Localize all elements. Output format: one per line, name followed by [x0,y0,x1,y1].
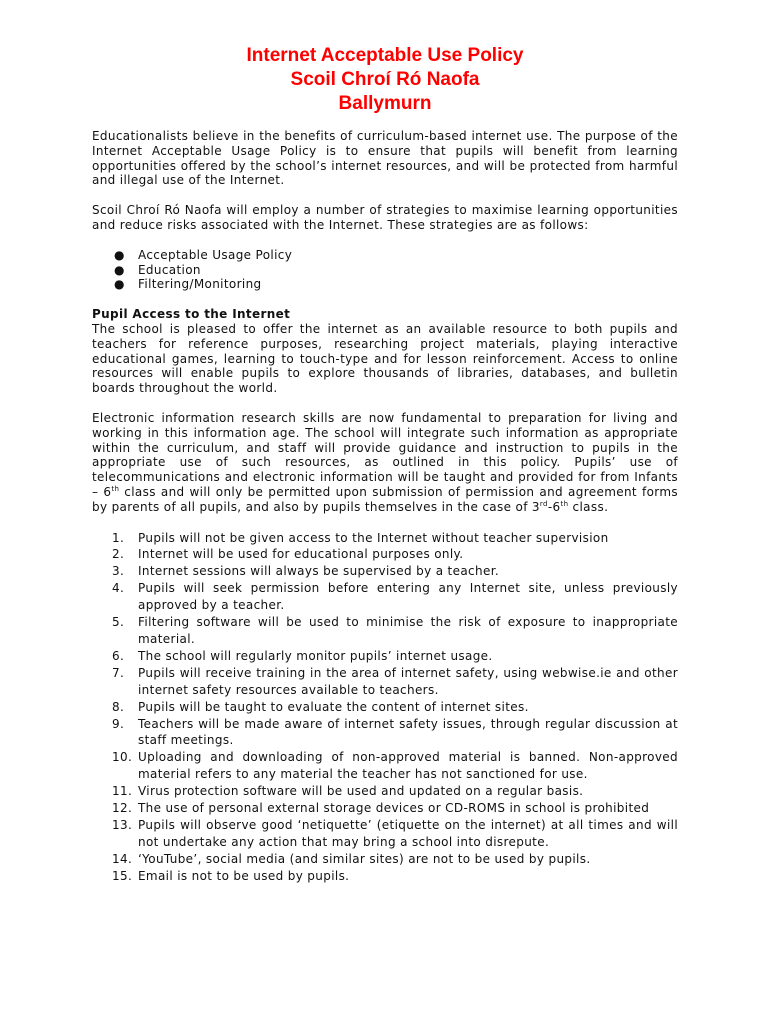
list-item: ● Acceptable Usage Policy [114,247,293,262]
bullet-icon: ● [114,247,125,262]
rule-item: 15. Email is not to be used by pupils. [112,868,350,883]
list-item: ● Filtering/Monitoring [114,277,262,292]
rule-item: 1. Pupils will not be given access to the Internet without teacher supervision [112,530,609,545]
rule-item: 6. The school will regularly monitor pupils’ internet usage. [112,648,493,663]
rule-item: 11. Virus protection software will be used and updated on a regular basis. [112,784,584,799]
bullet-icon: ● [114,277,125,292]
rule-item: 3. Internet sessions will always be supervised by a teacher. [112,564,500,579]
rules-list [92,530,678,885]
section-heading: Pupil Access to the Internet [92,307,291,322]
rule-item: 14. ‘YouTube’, social media (and similar sites) are not to be used by pupils. [112,851,591,866]
rule-item: 12. The use of personal external storage devices or CD-ROMS in school is prohibited [112,801,650,816]
rule-item: 5. Filtering software will be used to minimise the risk of exposure to inappropriate material. [112,615,678,646]
school-location: Ballymurn [338,93,432,114]
bullet-icon: ● [114,262,125,277]
intro-paragraph-1: Educationalists believe in the benefits of curriculum-based internet use. The purpose of the Internet Acceptable Usage Policy is to ensure that pupils will benefit from learning opportunities offered by the school’s internet resources, and will be protected from harmful and illegal use of the Internet. [92,129,678,188]
rule-item: 4. Pupils will seek permission before entering any Internet site, unless previously approved by a teacher. [112,581,678,613]
document-title: Internet Acceptable Use Policy [246,45,524,66]
document-body [92,129,678,885]
school-name: Scoil Chroí Ró Naofa [290,69,480,90]
rule-item: 8. Pupils will be taught to evaluate the content of internet sites. [112,699,529,714]
strategies-list [92,248,678,292]
rule-item: 9. Teachers will be made aware of internet safety issues, through regular discussion at staff meetings. [112,716,678,748]
access-paragraph-2: Electronic information research skills are now fundamental to preparation for living and working in this information age. The school will integrate such information as appropriate within the curriculum, and staff will provide guidance and instruction to pupils in the appropriate use of such resources, as outlined in this policy. Pupils’ use of telecommunications and electronic information will be taught and provided for from Infants – 6th class and will only be permitted upon submission of permission and agreement forms by parents of all pupils, and also by pupils themselves in the case of 3rd-6th class. [92,410,678,514]
rule-item: 13. Pupils will observe good ‘netiquette’ (etiquette on the internet) at all times and will not undertake any action that may bring a school into disrepute. [112,817,678,849]
rule-item: 10. Uploading and downloading of non-approved material is banned. Non-approved material refers to any material the teacher has not sanctioned for use. [112,750,678,782]
rule-item: 2. Internet will be used for educational purposes only. [112,547,464,562]
access-paragraph-1: The school is pleased to offer the internet as an available resource to both pupils and teachers for reference purposes, researching project materials, playing interactive educational games, learning to touch-type and for lesson reinforcement. Access to online resources will enable pupils to explore thousands of libraries, databases, and bulletin boards throughout the world. [92,321,678,396]
rule-item: 7. Pupils will receive training in the area of internet safety, using webwise.ie and other internet safety resources available to teachers. [112,665,678,697]
document-header [0,44,770,116]
intro-paragraph-2: Scoil Chroí Ró Naofa will employ a number of strategies to maximise learning opportunities and reduce risks associated with the Internet. These strategies are as follows: [92,203,678,232]
list-item: ● Education [114,262,201,277]
